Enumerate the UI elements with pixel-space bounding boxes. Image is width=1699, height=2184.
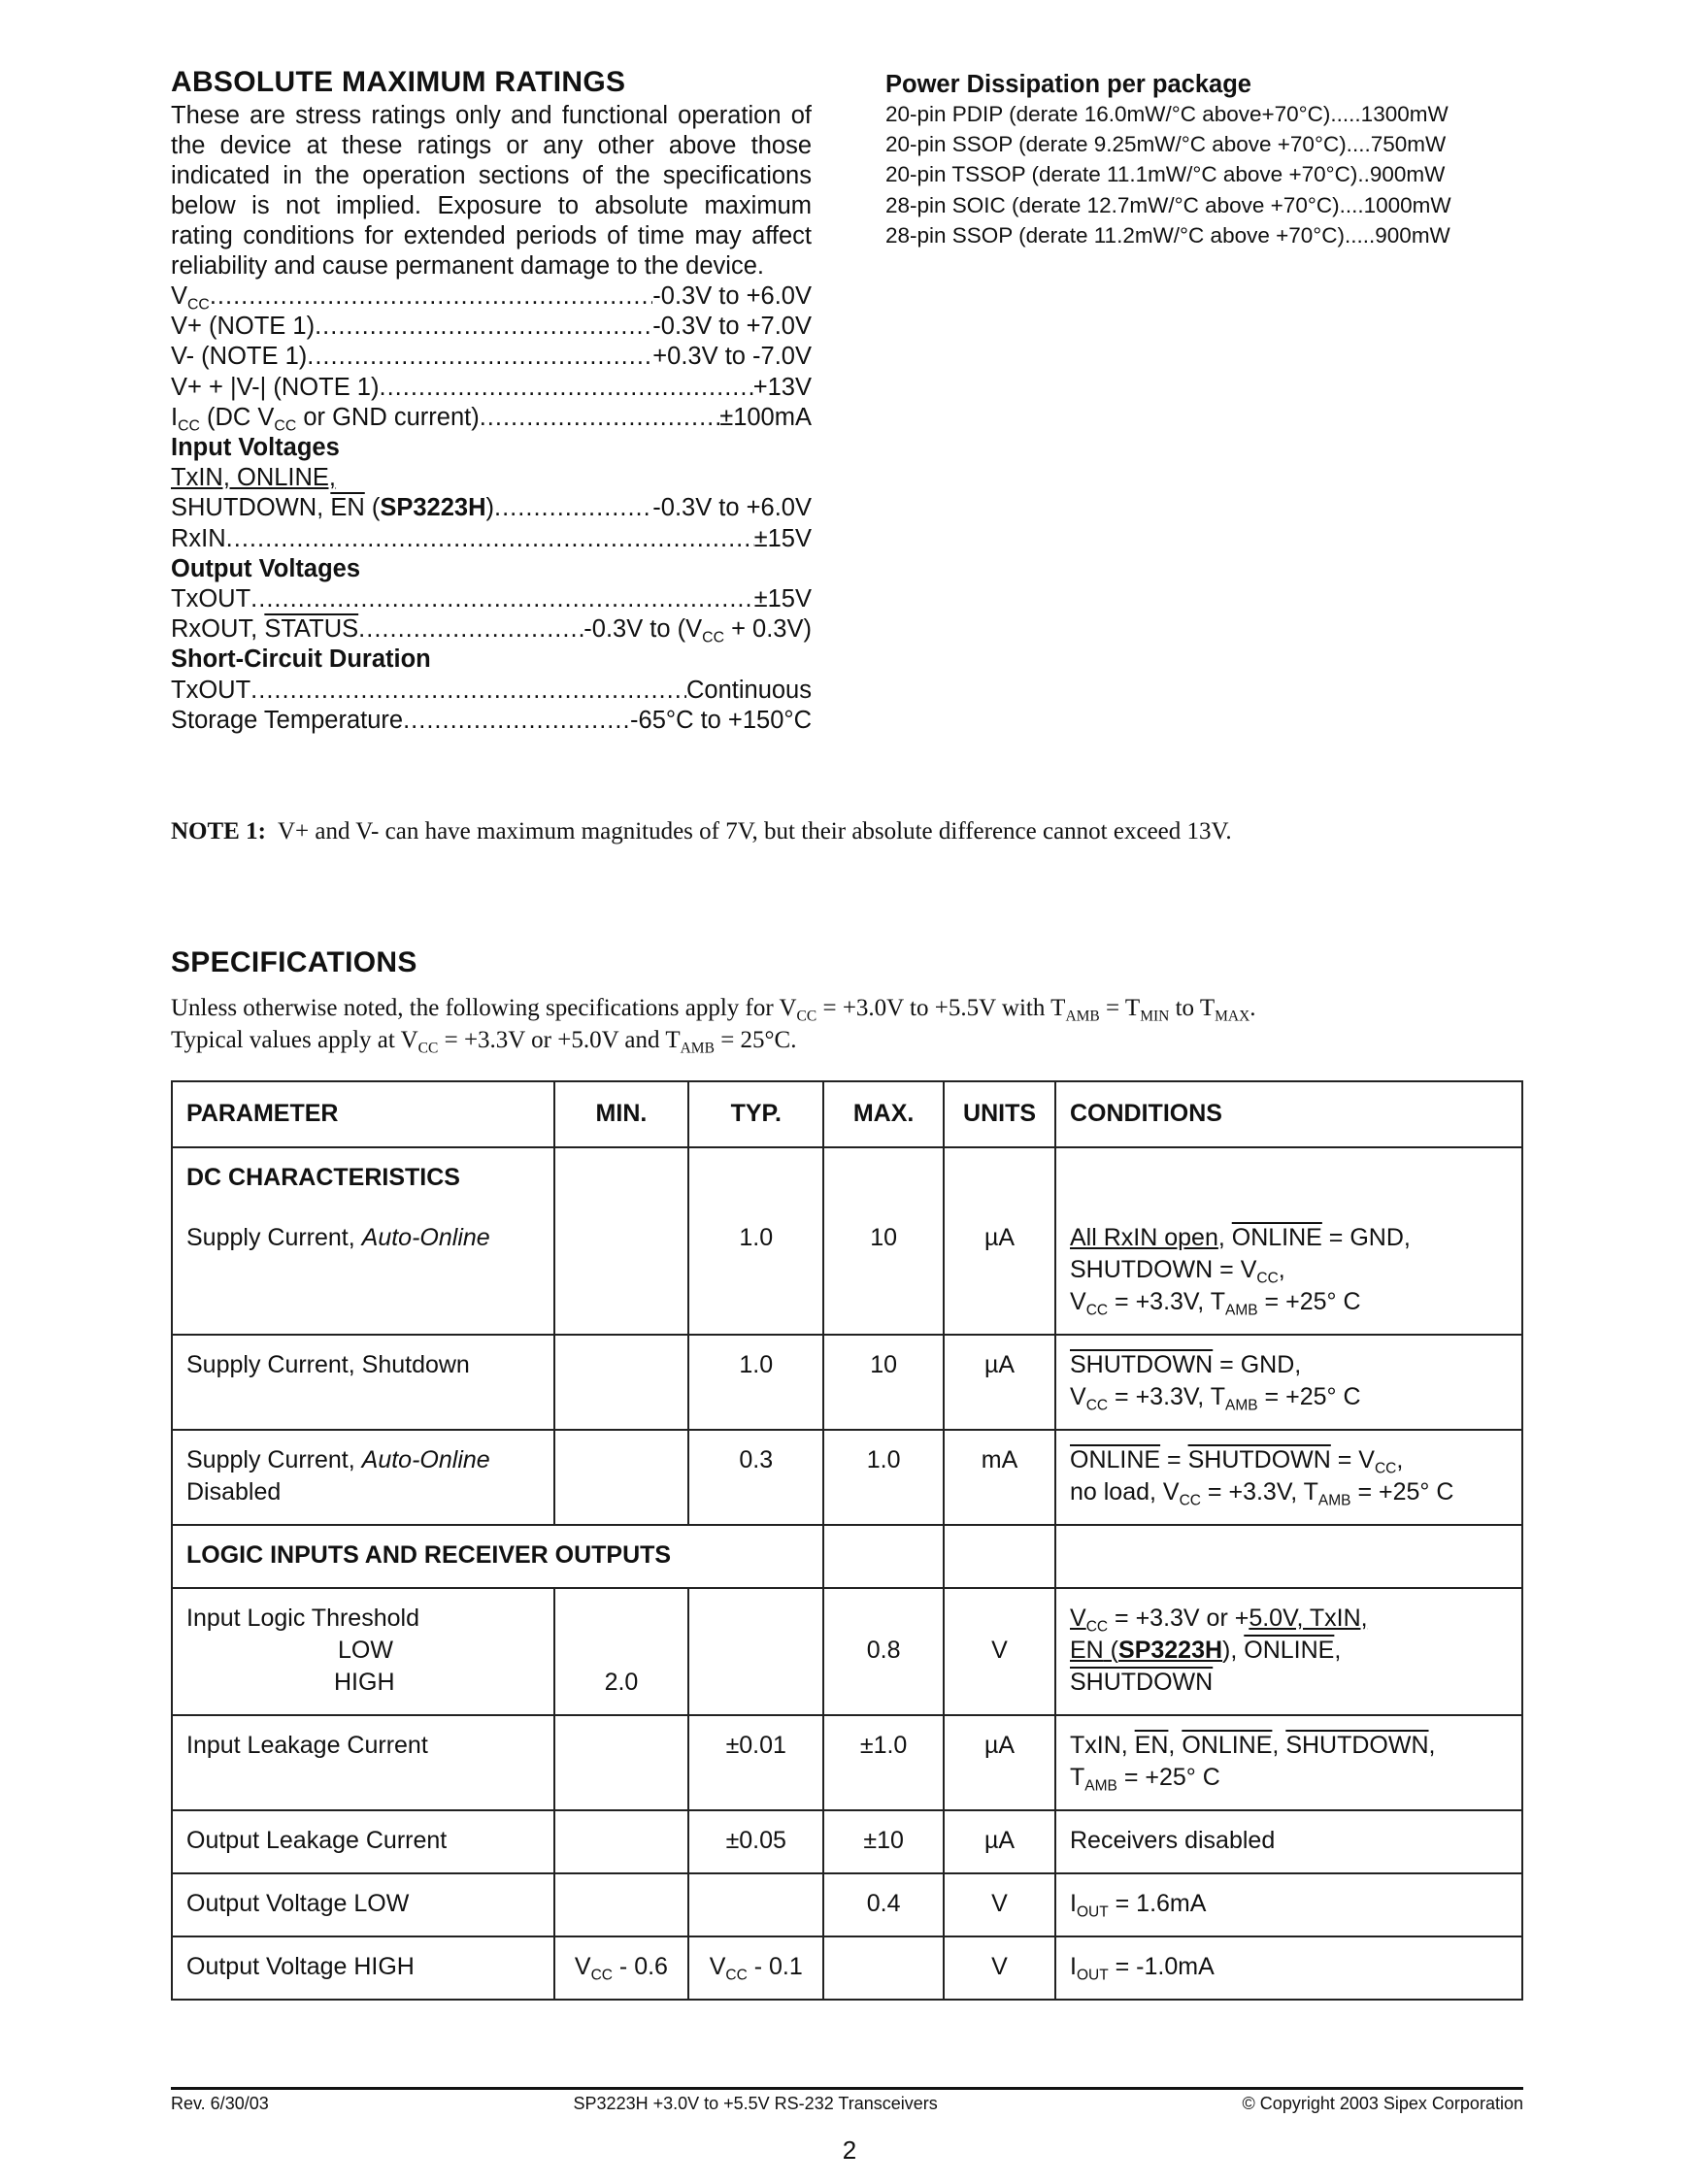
rating-storage: Storage Temperature ..... -65°C to +150°C — [171, 706, 812, 736]
footer-copyright: © Copyright 2003 Sipex Corporation — [1242, 2094, 1523, 2113]
col-header-conditions: CONDITIONS — [1055, 1081, 1522, 1147]
specifications-intro: Unless otherwise noted, the following specifications apply for $V_{CC} = +3.0V$ to +5.5V with $T_{AMB} = T_{MIN}$ to $T_{MAX}$. Typical values apply at $V_{CC} = +3.3V$ or +5.0V and $T_{AMB} = 25^\circ C$. — [171, 995, 1256, 1057]
power-dissipation — [885, 70, 1534, 250]
absolute-maximum-ratings — [171, 66, 812, 736]
note-1 — [171, 818, 1232, 845]
table-row: Output Voltage LOW 0.4 V $I_{OUT} = 1.6mA$ — [172, 1873, 1522, 1936]
page-number: 2 — [842, 2135, 857, 2165]
table-row: DC CHARACTERISTICS Supply Current, Auto-Online 1.0 10 µA All RxIN open, ONLINE = GND, SHUTDOWN = $V_{CC}$, $V_{CC} = +3.3V$, $T_{AMB} = +25^\circ$ C — [172, 1147, 1522, 1335]
table-row: Output Leakage Current ±0.05 ±10 µA Receivers disabled — [172, 1810, 1522, 1873]
table-row: Output Voltage HIGH $V_{CC} - 0.6$ $V_{CC} - 0.1$ V $I_{OUT} = -1.0mA$ — [172, 1936, 1522, 2000]
table-row: Supply Current, Shutdown 1.0 10 µA SHUTDOWN = GND, $V_{CC} = +3.3V$, $T_{AMB} = +25^\circ$ C — [172, 1335, 1522, 1430]
col-header-min: MIN. — [554, 1081, 689, 1147]
table-row — [172, 1525, 1522, 1588]
col-header-max: MAX. — [823, 1081, 944, 1147]
rating-vminus: V- (NOTE 1) ..... +0.3V to -7.0V — [171, 342, 812, 372]
power-row: 20-pin PDIP (derate 16.0mW/°C above+70°C).....1300mW — [885, 102, 1449, 126]
col-header-units: UNITS — [944, 1081, 1055, 1147]
rating-rxin: RxIN ..... ±15V — [171, 524, 812, 554]
footer — [171, 2094, 1523, 2114]
col-header-typ: TYP. — [688, 1081, 823, 1147]
rating-txout-sc: TxOUT ..... Continuous — [171, 676, 812, 706]
power-row: 20-pin TSSOP (derate 11.1mW/°C above +70°C)..900mW — [885, 162, 1446, 187]
table-row: Input Leakage Current ±0.01 ±1.0 µA TxIN, $\overline{EN}$, ONLINE, SHUTDOWN, $T_{AMB} = +25^\circ$ C — [172, 1715, 1522, 1810]
rating-vsum: V+ + |V-| (NOTE 1) ..... +13V — [171, 373, 812, 403]
short-circuit-heading: Short-Circuit Duration — [171, 645, 431, 674]
rating-icc: $I_{CC}$ (DC $V_{CC}$ or GND current) ..... ±100mA — [171, 403, 812, 433]
section-logic-inputs: LOGIC INPUTS AND RECEIVER OUTPUTS — [172, 1525, 823, 1588]
footer-product: SP3223H +3.0V to +5.5V RS-232 Transceivers — [573, 2094, 938, 2113]
rating-rxout-status: RxOUT, STATUS ..... -0.3V to $(V_{CC} + 0.3V)$ — [171, 614, 812, 645]
power-row: 28-pin SOIC (derate 12.7mW/°C above +70°C)....1000mW — [885, 192, 1451, 217]
table-row: Input Logic Threshold LOW HIGH 2.0 0.8 V $V_{CC} = +3.3V$ or +5.0V, TxIN, EN (SP3223H), ONLINE, SHUTDOWN — [172, 1588, 1522, 1715]
power-row: 20-pin SSOP (derate 9.25mW/°C above +70°C)....750mW — [885, 132, 1447, 157]
rating-txout: TxOUT ..... ±15V — [171, 584, 812, 614]
input-voltages-heading: Input Voltages — [171, 434, 340, 462]
section-dc-characteristics: DC CHARACTERISTICS — [186, 1164, 460, 1191]
table-header-row — [172, 1081, 1522, 1147]
footer-revision: Rev. 6/30/03 — [171, 2094, 269, 2113]
note-text: V+ and V- can have maximum magnitudes of 7V, but their absolute difference cannot exceed 13V. — [278, 818, 1232, 844]
output-voltages-heading: Output Voltages — [171, 554, 361, 582]
table-row: Supply Current, Auto-Online Disabled 0.3 1.0 mA ONLINE = SHUTDOWN = $V_{CC}$, no load, $V_{CC} = +3.3V$, $T_{AMB} = +25^\circ$ C — [172, 1430, 1522, 1525]
specifications-table — [171, 1080, 1523, 2001]
amr-intro: These are stress ratings only and functional operation of the device at these ratings or any other above those indicated in the operation sections of the specifications below is not implied. Exposure to absolute maximum rating conditions for extended periods of time may affect reliability and cause permanent damage to the device. — [171, 102, 812, 280]
power-title: Power Dissipation per package — [885, 71, 1251, 98]
rating-vcc: $V_{CC}$ ..... -0.3V to +6.0V — [171, 281, 812, 312]
specifications-title: SPECIFICATIONS — [171, 946, 417, 978]
power-row: 28-pin SSOP (derate 11.2mW/°C above +70°C).....900mW — [885, 222, 1450, 248]
rating-shutdown-en: SHUTDOWN, $\overline{EN}$ (SP3223H) ..... -0.3V to +6.0V — [171, 493, 812, 523]
amr-title: ABSOLUTE MAXIMUM RATINGS — [171, 66, 626, 98]
col-header-parameter: PARAMETER — [172, 1081, 554, 1147]
footer-rule — [171, 2087, 1523, 2090]
note-label: NOTE 1: — [171, 818, 266, 844]
rating-vplus: V+ (NOTE 1) ..... -0.3V to +7.0V — [171, 312, 812, 342]
rating-txin-online: TxIN, ONLINE, — [171, 464, 337, 492]
